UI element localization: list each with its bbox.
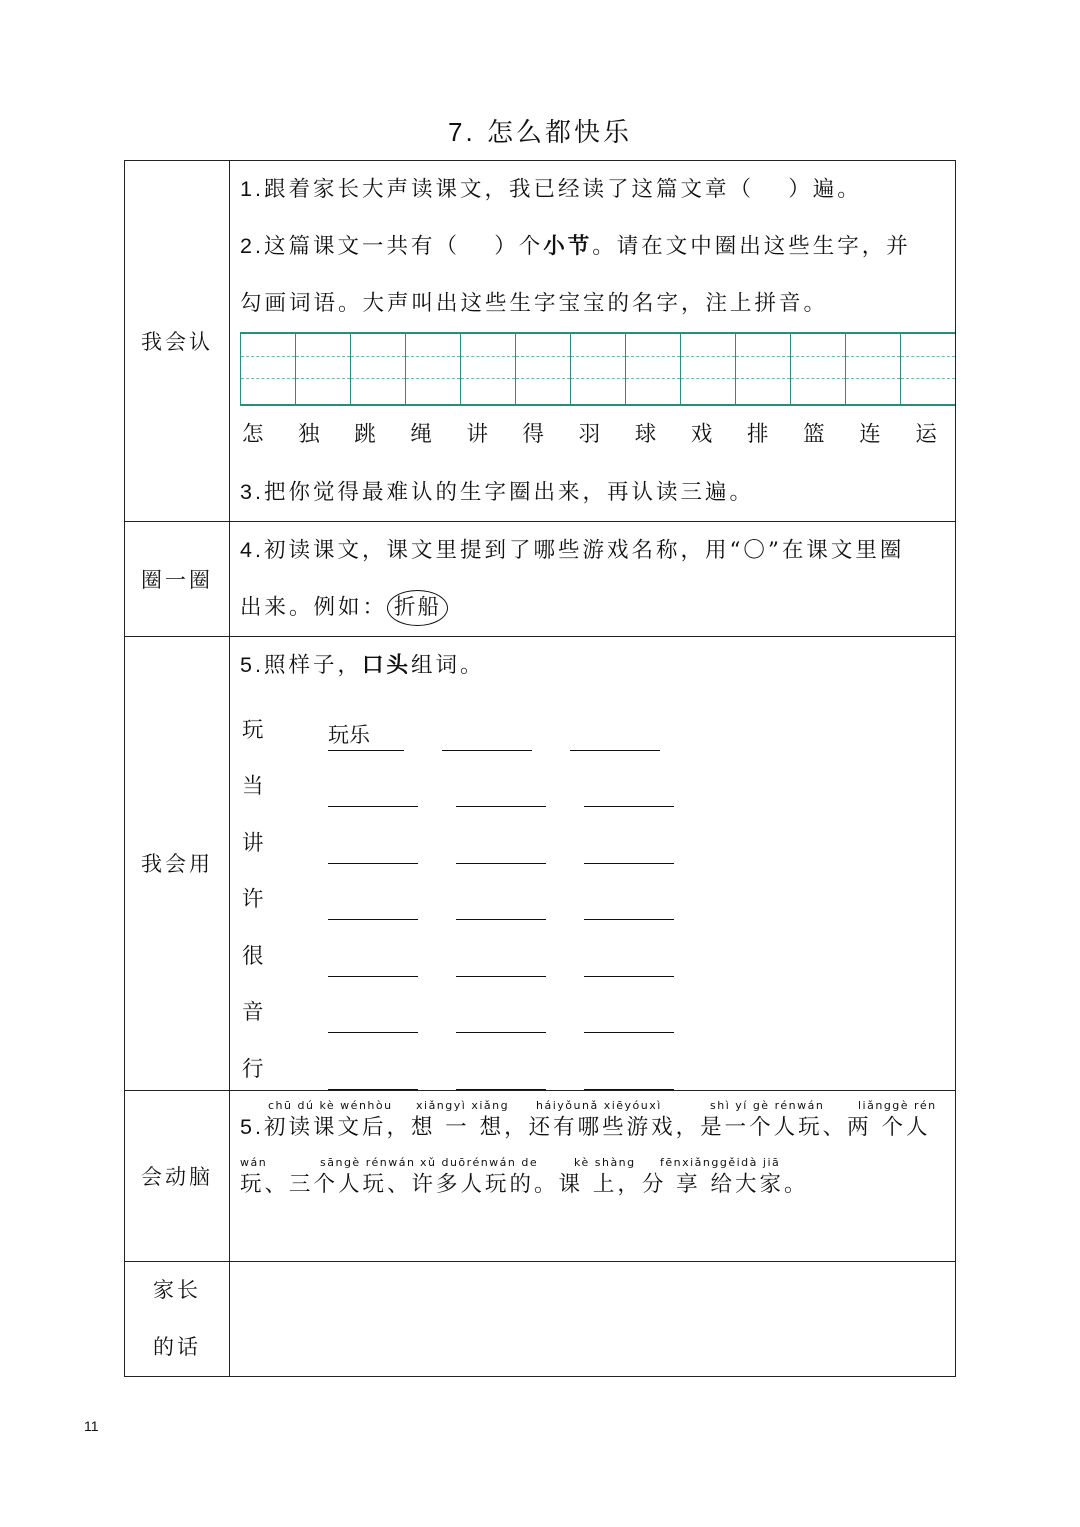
example-word: 玩乐 — [328, 720, 404, 751]
q4-text: 初读课文，课文里提到了哪些游戏名称，用“〇”在课文里圈 — [263, 538, 905, 563]
grid-cell[interactable] — [901, 334, 955, 404]
q5b-text-1: 初读课文后，想 一 想，还有哪些游戏，是一个人玩、两 个人 — [263, 1114, 931, 1140]
new-character: 运 — [915, 422, 937, 447]
new-character: 独 — [298, 422, 320, 447]
pinyin: chū dú kè wénhòu — [268, 1098, 393, 1112]
word-char: 很 — [242, 943, 264, 969]
pinyin: xiǎngyì xiǎng — [416, 1098, 510, 1112]
think-text-line-2: 玩、三个人玩、许多人玩的。课 上，分 享 给大家。 — [240, 1171, 809, 1197]
pinyin: háiyǒunǎ xiēyóuxì — [536, 1098, 662, 1112]
pinyin-line-1 — [230, 1091, 955, 1148]
answer-blank[interactable] — [584, 946, 674, 977]
answer-blank[interactable] — [456, 776, 546, 807]
word-char: 玩 — [242, 717, 264, 743]
q2-text-pre: 这篇课文一共有（ ）个 — [263, 234, 544, 259]
grid-cell[interactable] — [351, 334, 406, 404]
section-parent — [125, 1261, 956, 1376]
question-5 — [230, 637, 955, 694]
question-2 — [230, 218, 955, 275]
q3-text: 把你觉得最难认的生字圈出来，再认读三遍。 — [263, 480, 754, 505]
answer-blank[interactable] — [328, 776, 418, 807]
section-label-parent — [125, 1261, 230, 1376]
answer-blank[interactable] — [442, 720, 532, 751]
q5-number: 5. — [240, 653, 264, 677]
answer-blank[interactable] — [328, 946, 418, 977]
new-character: 篮 — [803, 422, 825, 447]
pinyin-writing-grid[interactable] — [240, 332, 955, 406]
q2-bold: 小节 — [543, 234, 593, 259]
new-character: 戏 — [690, 422, 713, 447]
section-label-think: 会动脑 — [125, 1090, 230, 1261]
q5b-number: 5. — [240, 1114, 264, 1139]
answer-blank[interactable] — [328, 1002, 418, 1033]
answer-blank[interactable] — [328, 889, 418, 920]
answer-blank[interactable] — [456, 833, 546, 864]
new-character: 怎 — [242, 422, 264, 447]
lesson-number: 7. — [448, 117, 476, 147]
think-text-line-1 — [240, 1110, 930, 1141]
answer-blank[interactable] — [584, 889, 674, 920]
page-number: 11 — [84, 1418, 99, 1434]
grid-cell[interactable] — [846, 334, 901, 404]
new-character: 连 — [859, 422, 881, 447]
word-row — [230, 977, 955, 1034]
section-use — [125, 637, 956, 1091]
page-title — [0, 112, 1080, 149]
word-row — [230, 694, 955, 751]
pinyin: kè shàng — [574, 1155, 636, 1169]
answer-blank[interactable] — [584, 1002, 674, 1033]
answer-blank[interactable] — [584, 1059, 674, 1090]
q1-number: 1. — [240, 177, 264, 201]
circled-example: 折船 — [387, 590, 448, 626]
word-char: 音 — [242, 1000, 264, 1025]
section-recognize — [125, 161, 956, 522]
grid-cell[interactable] — [736, 334, 791, 404]
section-label-use: 我会用 — [125, 637, 230, 1091]
grid-cell[interactable] — [791, 334, 846, 404]
section-label-circle: 圈一圈 — [125, 522, 230, 637]
new-character: 得 — [522, 422, 545, 447]
parent-label-line1: 家长 — [153, 1277, 201, 1302]
new-character: 绳 — [410, 422, 432, 447]
pinyin: wán — [240, 1155, 268, 1169]
q4-text-line2: 出来。例如： — [240, 595, 388, 620]
grid-cell[interactable] — [296, 334, 351, 404]
q5-text-post: 组词。 — [410, 653, 485, 678]
section-content-circle — [230, 522, 956, 637]
section-think — [125, 1090, 956, 1261]
word-char: 当 — [242, 774, 264, 799]
word-row — [230, 807, 955, 864]
grid-cell[interactable] — [461, 334, 516, 404]
parent-comment-area[interactable] — [230, 1261, 956, 1376]
section-circle — [125, 522, 956, 637]
answer-blank[interactable] — [456, 1002, 546, 1033]
q1-text: 跟着家长大声读课文，我已经读了这篇文章（ ）遍。 — [263, 177, 862, 202]
grid-cell[interactable] — [681, 334, 736, 404]
word-char: 许 — [242, 887, 264, 912]
question-4-line2 — [230, 579, 955, 636]
pinyin: liǎnggè rén — [858, 1098, 937, 1112]
q5-text-pre: 照样子， — [263, 653, 362, 678]
answer-blank[interactable] — [584, 833, 674, 864]
word-row — [230, 864, 955, 921]
new-character: 羽 — [578, 422, 601, 447]
q3-number: 3. — [240, 480, 264, 504]
grid-cell[interactable] — [571, 334, 626, 404]
answer-blank[interactable] — [328, 1059, 418, 1090]
answer-blank[interactable] — [456, 1059, 546, 1090]
word-row — [230, 1033, 955, 1090]
pinyin: shì yí gè rénwán — [710, 1098, 825, 1112]
section-content-think — [230, 1090, 956, 1261]
question-3 — [230, 464, 955, 521]
q2-number: 2. — [240, 234, 264, 258]
grid-cell[interactable] — [516, 334, 571, 404]
question-4 — [230, 522, 955, 579]
grid-cell[interactable] — [406, 334, 461, 404]
answer-blank[interactable] — [584, 776, 674, 807]
answer-blank[interactable] — [328, 833, 418, 864]
parent-label-line2: 的话 — [153, 1334, 201, 1359]
word-row — [230, 751, 955, 808]
new-characters-row — [230, 406, 955, 464]
new-character: 排 — [746, 422, 769, 447]
word-row — [230, 920, 955, 977]
section-content-use — [230, 637, 956, 1091]
grid-cell[interactable] — [626, 334, 681, 404]
word-char: 讲 — [242, 830, 264, 856]
new-character: 讲 — [466, 422, 488, 447]
pinyin-line-2 — [230, 1148, 955, 1205]
answer-blank[interactable] — [456, 946, 546, 977]
section-content-recognize — [230, 161, 956, 522]
pinyin: fēnxiǎnggěidà jiā — [660, 1155, 781, 1169]
answer-blank[interactable] — [570, 720, 660, 751]
new-character: 球 — [634, 422, 657, 447]
worksheet-table — [124, 160, 956, 1377]
grid-cell[interactable] — [240, 334, 296, 404]
lesson-title: 怎么都快乐 — [486, 118, 632, 148]
q5-bold: 口头 — [361, 653, 411, 678]
section-label-recognize: 我会认 — [125, 161, 230, 522]
question-2-line2: 勾画词语。大声叫出这些生字宝宝的名字，注上拼音。 — [240, 291, 829, 316]
question-1 — [230, 161, 955, 218]
q4-number: 4. — [240, 538, 264, 562]
pinyin: xǔ duōrénwán de — [420, 1155, 539, 1169]
q2-text-post: 。请在文中圈出这些生字，并 — [592, 234, 911, 259]
new-character: 跳 — [354, 422, 376, 447]
pinyin: sāngè rénwán — [320, 1155, 416, 1169]
word-char: 行 — [242, 1056, 264, 1082]
answer-blank[interactable] — [456, 889, 546, 920]
